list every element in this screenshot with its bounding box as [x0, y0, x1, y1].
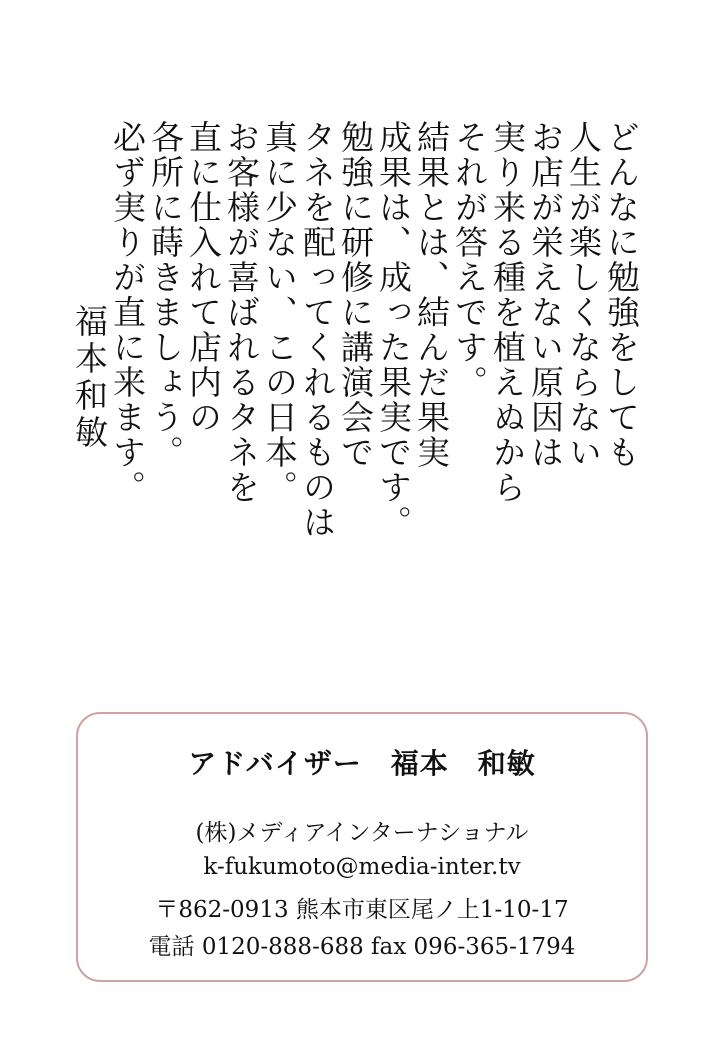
card-title: アドバイザー 福本 和敏: [188, 747, 536, 780]
poem-line: 勉強に研修に講演会で: [336, 120, 375, 470]
poem-line: タネを配ってくれるものは: [298, 120, 337, 540]
poem-line: 人生が楽しくならない: [564, 120, 603, 470]
poem: [70, 120, 641, 540]
poem-line: 各所に蒔きましょう。: [146, 120, 185, 470]
poem-line: 真に少ない、この日本。: [260, 120, 299, 505]
poem-line: 成果は、成った果実です。: [374, 120, 413, 540]
poem-line: お客様が喜ばれるタネを: [222, 120, 261, 505]
postal-address: 〒862-0913 熊本市東区尾ノ上1-10-17: [155, 897, 569, 923]
phone-fax: 電話 0120-888-688 fax 096-365-1794: [148, 934, 576, 960]
poem-line: どんなに勉強をしても: [602, 120, 641, 470]
poem-signature: 福本和敏: [70, 304, 109, 452]
company-name: (株)メディアインターナショナル: [195, 820, 529, 846]
poem-line: 直に仕入れて店内の: [184, 120, 223, 435]
poem-line: 結果とは、結んだ果実: [412, 120, 451, 470]
email-address: k-fukumoto@media-inter.tv: [203, 854, 521, 880]
poem-line: 実り来る種を植えぬから: [488, 120, 527, 505]
poem-line: 必ず実りが直に来ます。: [108, 120, 147, 505]
poem-line: それが答えです。: [450, 120, 489, 400]
contact-card: [76, 712, 648, 982]
poem-line: お店が栄えない原因は: [526, 120, 565, 470]
